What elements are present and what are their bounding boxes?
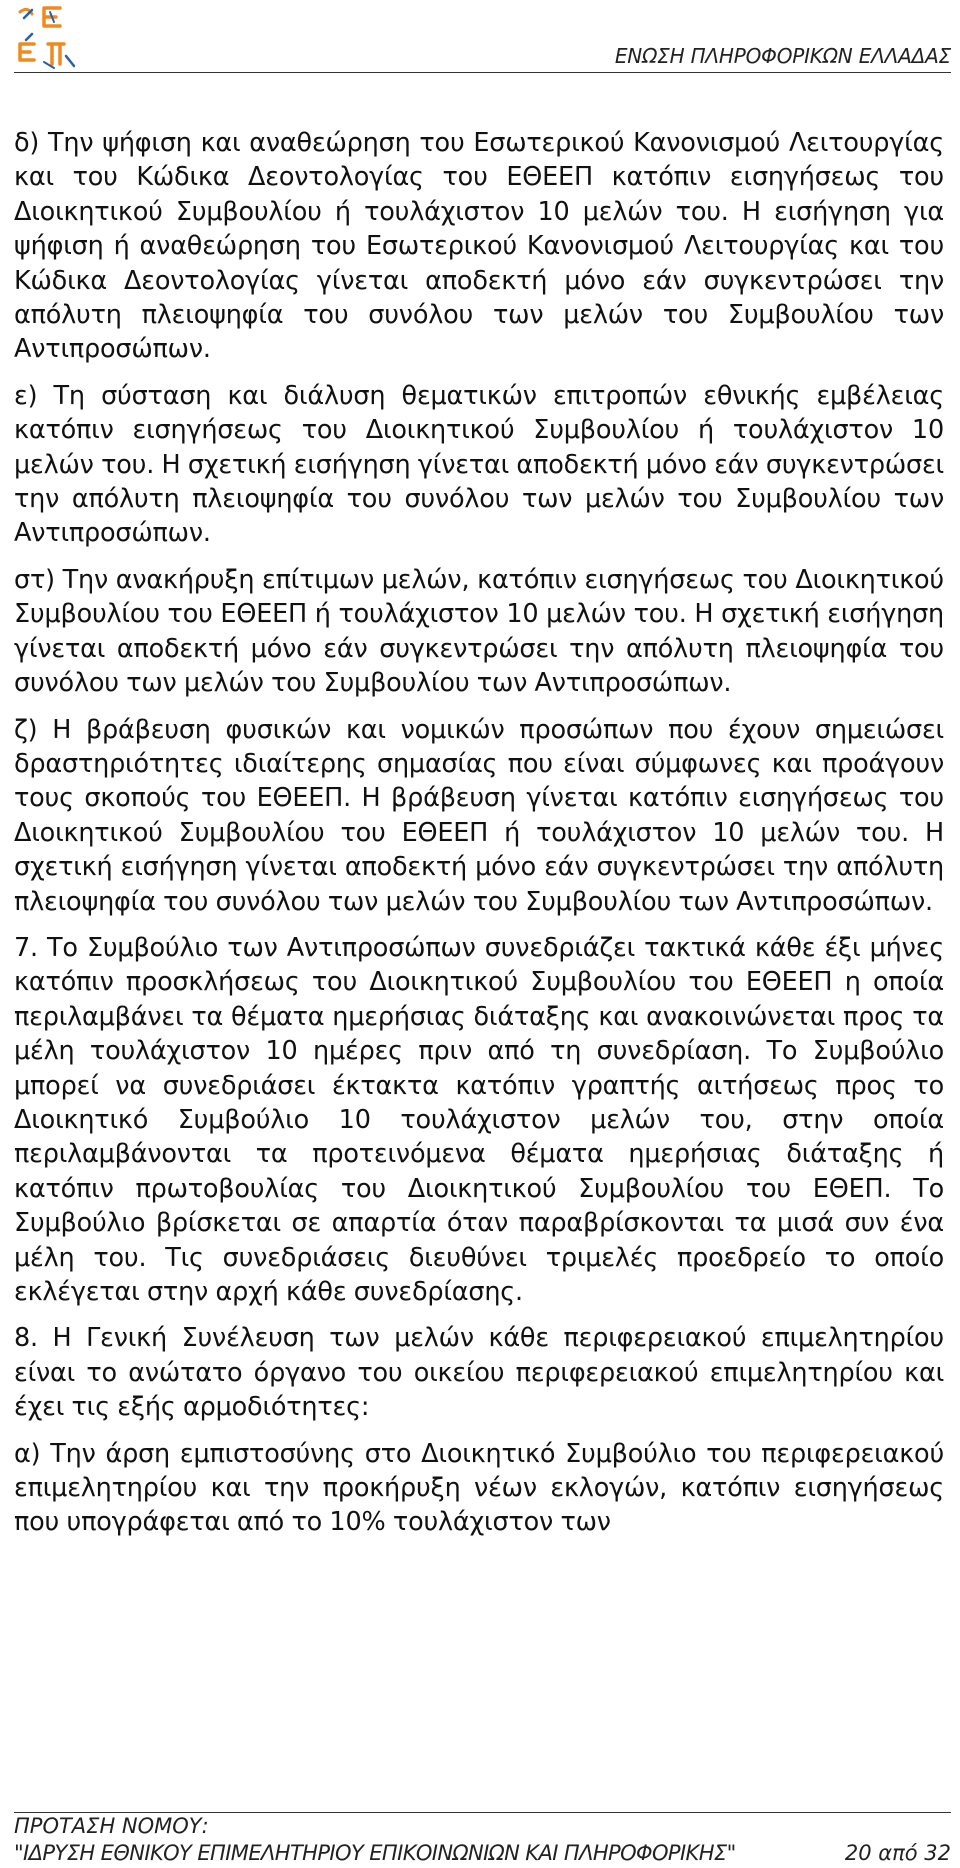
page-number: 20 από 32 bbox=[844, 1841, 951, 1865]
paragraph-7: 7. Το Συμβούλιο των Αντιπροσώπων συνεδριάζει τακτικά κάθε έξι μήνες κατόπιν προσκλήσεως του Διοικητικού Συμβουλίου του ΕΘΕΕΠ η οποία περιλαμβάνει τα θέματα ημερήσιας διάταξης και ανακοινώνεται προς τα μέλη τουλάχιστον 10 ημέρες πριν από τη συνεδρίαση. Το Συμβούλιο μπορεί να συνεδριάσει έκτακτα κατόπιν γραπτής αιτήσεως προς το Διοικητικό Συμβούλιο 10 τουλάχιστον μελών του, στην οποία περιλαμβάνονται τα προτεινόμενα θέματα ημερήσιας διάταξης ή κατόπιν πρωτοβουλίας του Διοικητικού Συμβουλίου του ΕΘΕΠ. Το Συμβούλιο βρίσκεται σε απαρτία όταν παραβρίσκονται τα μισά συν ένα μέλη του. Τις συνεδριάσεις διευθύνει τριμελές προεδρείο το οποίο εκλέγεται στην αρχή κάθε συνεδρίασης. bbox=[14, 932, 944, 1307]
organization-logo-icon bbox=[14, 4, 84, 70]
header-title: ΕΝΩΣΗ ΠΛΗΡΟΦΟΡΙΚΩΝ ΕΛΛΑΔΑΣ bbox=[614, 44, 951, 68]
footer-divider bbox=[14, 1812, 951, 1813]
document-body bbox=[14, 126, 944, 1552]
paragraph-a: α) Την άρση εμπιστοσύνης στο Διοικητικό Συμβούλιο του περιφερειακού επιμελητηρίου και την προκήρυξη νέων εκλογών, κατόπιν εισηγήσεως που υπογράφεται από το 10% τουλάχιστον των bbox=[14, 1438, 944, 1538]
paragraph-d: δ) Την ψήφιση και αναθεώρηση του Εσωτερικού Κανονισμού Λειτουργίας και του Κώδικα Δεοντολογίας του ΕΘΕΕΠ κατόπιν εισηγήσεως του Διοικητικού Συμβουλίου ή τουλάχιστον 10 μελών του. Η εισήγηση για ψήφιση ή αναθεώρηση του Εσωτερικού Κανονισμού Λειτουργίας και του Κώδικα Δεοντολογίας γίνεται αποδεκτή μόνο εάν συγκεντρώσει την απόλυτη πλειοψηφία του συνόλου των μελών του Συμβουλίου των Αντιπροσώπων. bbox=[14, 128, 944, 365]
footer-label: ΠΡΟΤΑΣΗ ΝΟΜΟΥ: bbox=[14, 1814, 209, 1838]
paragraph-8: 8. Η Γενική Συνέλευση των μελών κάθε περιφερειακού επιμελητηρίου είναι το ανώτατο όργανο του οικείου περιφερειακού επιμελητηρίου και έχει τις εξής αρμοδιότητες: bbox=[14, 1323, 944, 1423]
paragraph-st: στ) Την ανακήρυξη επίτιμων μελών, κατόπιν εισηγήσεως του Διοικητικού Συμβουλίου του ΕΘΕΕΠ ή τουλάχιστον 10 μελών του. Η σχετική εισήγηση γίνεται αποδεκτή μόνο εάν συγκεντρώσει την απόλυτη πλειοψηφία του συνόλου των μελών του Συμβουλίου των Αντιπροσώπων. bbox=[14, 564, 944, 699]
paragraph-e: ε) Τη σύσταση και διάλυση θεματικών επιτροπών εθνικής εμβέλειας κατόπιν εισηγήσεως του Διοικητικού Συμβουλίου ή τουλάχιστον 10 μελών του. Η σχετική εισήγηση γίνεται αποδεκτή μόνο εάν συγκεντρώσει την απόλυτη πλειοψηφία του συνόλου των μελών του Συμβουλίου των Αντιπροσώπων. bbox=[14, 380, 944, 549]
footer-title: "ΙΔΡΥΣΗ ΕΘΝΙΚΟΥ ΕΠΙΜΕΛΗΤΗΡΙΟΥ ΕΠΙΚΟΙΝΩΝΙΩΝ ΚΑΙ ΠΛΗΡΟΦΟΡΙΚΗΣ" bbox=[14, 1841, 736, 1865]
header-divider bbox=[14, 72, 951, 73]
paragraph-z: ζ) Η βράβευση φυσικών και νομικών προσώπων που έχουν σημειώσει δραστηριότητες ιδιαίτερης σημασίας που είναι σύμφωνες και προάγουν τους σκοπούς του ΕΘΕΕΠ. Η βράβευση γίνεται κατόπιν εισηγήσεως του Διοικητικού Συμβουλίου του ΕΘΕΕΠ ή τουλάχιστον 10 μελών του. Η σχετική εισήγηση γίνεται αποδεκτή μόνο εάν συγκεντρώσει την απόλυτη πλειοψηφία του συνόλου των μελών του Συμβουλίου των Αντιπροσώπων. bbox=[14, 714, 944, 917]
